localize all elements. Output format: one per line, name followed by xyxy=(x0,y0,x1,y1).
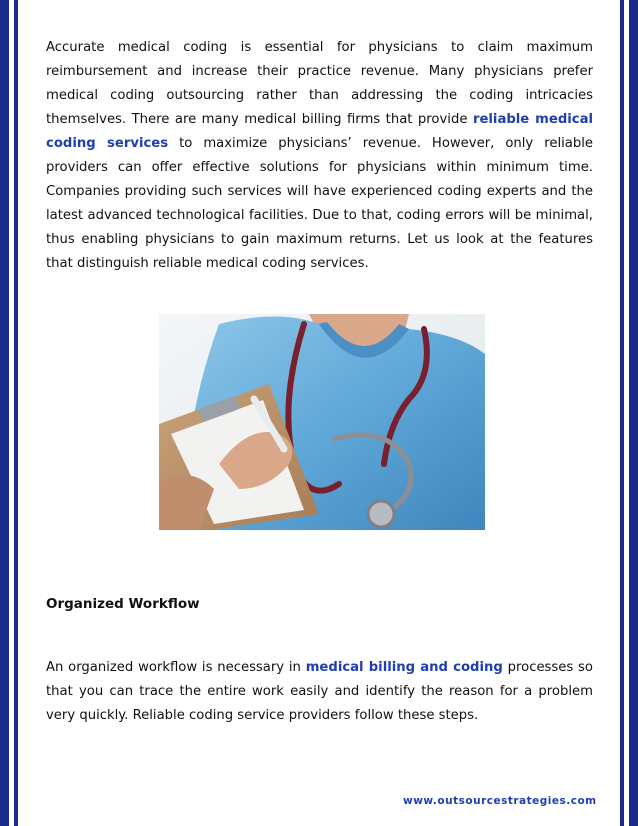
intro-text-before: Accurate medical coding is essential for physicians to claim maximum reimbursement and increase their practice revenue. Many physicians prefer medical coding outsourcing rather than addressing the coding intricacies themselves. There are many medical billing firms that provide xyxy=(46,40,593,127)
section-heading: Organized Workflow xyxy=(46,596,200,612)
workflow-text-before: An organized workflow is necessary in xyxy=(46,660,306,675)
intro-text-after: to maximize physicians’ revenue. However, only reliable providers can offer effective solutions for physicians within minimum time. Companies providing such services will have experienced coding experts and the latest advanced technological facilities. Due to that, coding errors will be minimal, thus enabling physicians to gain maximum returns. Let us look at the features that distinguish reliable medical coding services. xyxy=(46,136,594,271)
page-border-left-inner xyxy=(14,0,18,826)
page-border-right-inner xyxy=(620,0,624,826)
doctor-illustration xyxy=(159,314,485,530)
medical-billing-and-coding-link[interactable]: medical billing and coding xyxy=(305,660,503,675)
footer-website-url[interactable]: www.outsourcestrategies.com xyxy=(403,795,597,807)
reliable-medical-coding-services-link[interactable]: reliable medical coding services xyxy=(46,112,594,151)
doctor-clipboard-photo xyxy=(159,314,485,530)
intro-paragraph xyxy=(46,36,593,276)
workflow-paragraph xyxy=(46,656,593,728)
page-border-left-outer xyxy=(0,0,9,826)
workflow-text-after: processes so that you can trace the entire work easily and identify the reason for a problem very quickly. Reliable coding service providers follow these steps. xyxy=(46,660,593,723)
page-border-right-outer xyxy=(629,0,638,826)
